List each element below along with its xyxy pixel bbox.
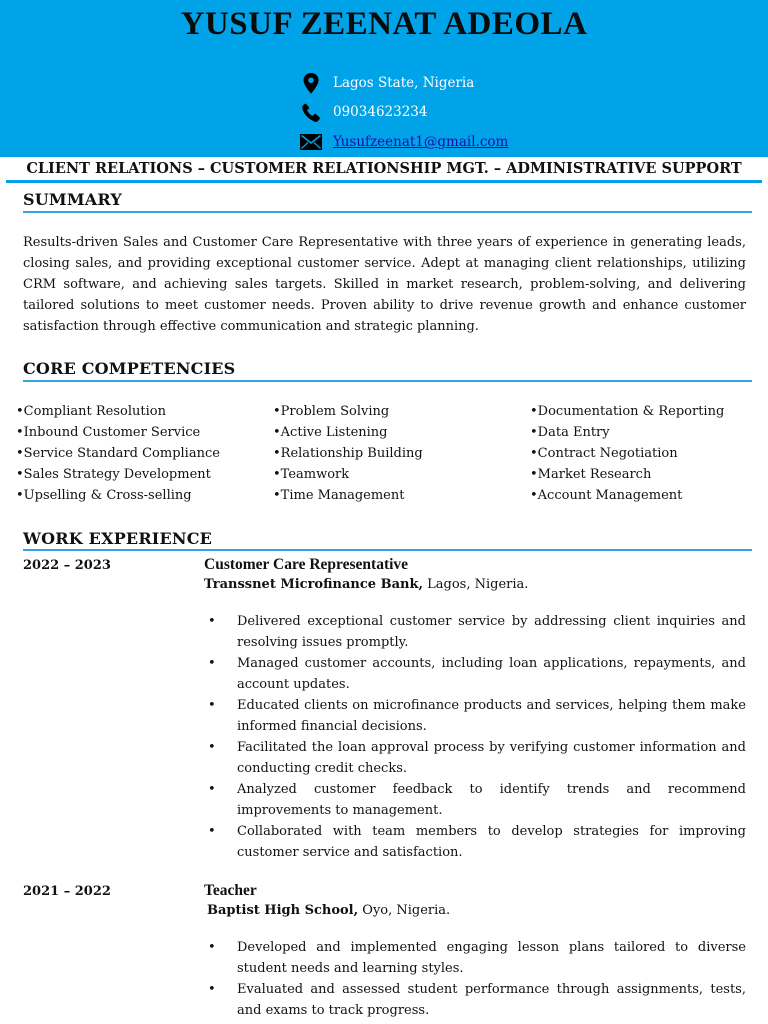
header-divider bbox=[6, 180, 762, 183]
competency-item: • Contract Negotiation bbox=[530, 443, 724, 464]
competencies-column-3 bbox=[530, 401, 724, 506]
employer-name: Transsnet Microfinance Bank, bbox=[204, 577, 423, 592]
job-employer bbox=[207, 903, 450, 918]
list-item: • Managed customer accounts, including loan applications, repayments, and account updates. bbox=[237, 653, 746, 695]
employer-location: Lagos, Nigeria. bbox=[423, 577, 529, 592]
competency-item: • Market Research bbox=[530, 464, 724, 485]
list-item: • Evaluated and assessed student performance through assignments, tests, and exams to track progress. bbox=[237, 979, 746, 1021]
list-item: • Educated clients on microfinance products and services, helping them make informed financial decisions. bbox=[237, 695, 746, 737]
job-dates: 2022 – 2023 bbox=[23, 558, 111, 573]
summary-text: Results-driven Sales and Customer Care Representative with three years of experience in generating leads, closing sales, and providing exceptional customer service. Adept at managing client relationships, utilizing CRM software, and achieving sales targets. Skilled in market research, problem-solving, and delivering tailored solutions to meet customer needs. Proven ability to drive revenue growth and enhance customer satisfaction through effective communication and strategic planning. bbox=[23, 235, 746, 334]
competency-item: • Relationship Building bbox=[273, 443, 423, 464]
competencies-rule bbox=[23, 380, 752, 382]
email-row bbox=[300, 131, 509, 153]
competency-item: • Teamwork bbox=[273, 464, 423, 485]
competency-item: • Compliant Resolution bbox=[16, 401, 220, 422]
phone-text: 09034623234 bbox=[333, 104, 428, 120]
competencies-column-1 bbox=[16, 401, 220, 506]
employer-location: Oyo, Nigeria. bbox=[358, 903, 451, 918]
competency-item: • Inbound Customer Service bbox=[16, 422, 220, 443]
competency-item: • Account Management bbox=[530, 485, 724, 506]
location-row bbox=[300, 72, 475, 94]
competency-item: • Documentation & Reporting bbox=[530, 401, 724, 422]
job-dates: 2021 – 2022 bbox=[23, 884, 111, 899]
competency-item: • Sales Strategy Development bbox=[16, 464, 220, 485]
experience-rule bbox=[23, 549, 752, 551]
list-item: • Collaborated with team members to develop strategies for improving customer service and satisfaction. bbox=[237, 821, 746, 863]
experience-heading: WORK EXPERIENCE bbox=[23, 529, 213, 548]
job-title: Customer Care Representative bbox=[204, 556, 409, 573]
competency-item: • Active Listening bbox=[273, 422, 423, 443]
job-employer bbox=[204, 577, 528, 592]
summary-heading: SUMMARY bbox=[23, 190, 122, 209]
job-bullets bbox=[237, 611, 746, 863]
competency-item: • Time Management bbox=[273, 485, 423, 506]
job-title: Teacher bbox=[204, 882, 257, 899]
job-bullets bbox=[237, 937, 746, 1021]
competency-item: • Upselling & Cross-selling bbox=[16, 485, 220, 506]
professional-tagline: CLIENT RELATIONS – CUSTOMER RELATIONSHIP MGT. – ADMINISTRATIVE SUPPORT bbox=[26, 160, 742, 177]
location-pin-icon bbox=[300, 72, 322, 94]
list-item: • Analyzed customer feedback to identify trends and recommend improvements to management. bbox=[237, 779, 746, 821]
email-link[interactable]: Yusufzeenat1@gmail.com bbox=[333, 134, 509, 150]
competencies-column-2 bbox=[273, 401, 423, 506]
summary-rule bbox=[23, 211, 752, 213]
list-item: • Developed and implemented engaging lesson plans tailored to diverse student needs and learning styles. bbox=[237, 937, 746, 979]
envelope-icon bbox=[300, 131, 322, 153]
location-text: Lagos State, Nigeria bbox=[333, 75, 475, 91]
candidate-name: YUSUF ZEENAT ADEOLA bbox=[180, 6, 588, 42]
employer-name: Baptist High School, bbox=[207, 903, 359, 918]
competency-item: • Data Entry bbox=[530, 422, 724, 443]
list-item: • Delivered exceptional customer service by addressing client inquiries and resolving issues promptly. bbox=[237, 611, 746, 653]
list-item: • Facilitated the loan approval process by verifying customer information and conducting credit checks. bbox=[237, 737, 746, 779]
competency-item: • Service Standard Compliance bbox=[16, 443, 220, 464]
competency-item: • Problem Solving bbox=[273, 401, 423, 422]
competencies-heading: CORE COMPETENCIES bbox=[23, 359, 236, 378]
phone-icon bbox=[300, 101, 322, 123]
phone-row bbox=[300, 101, 428, 123]
